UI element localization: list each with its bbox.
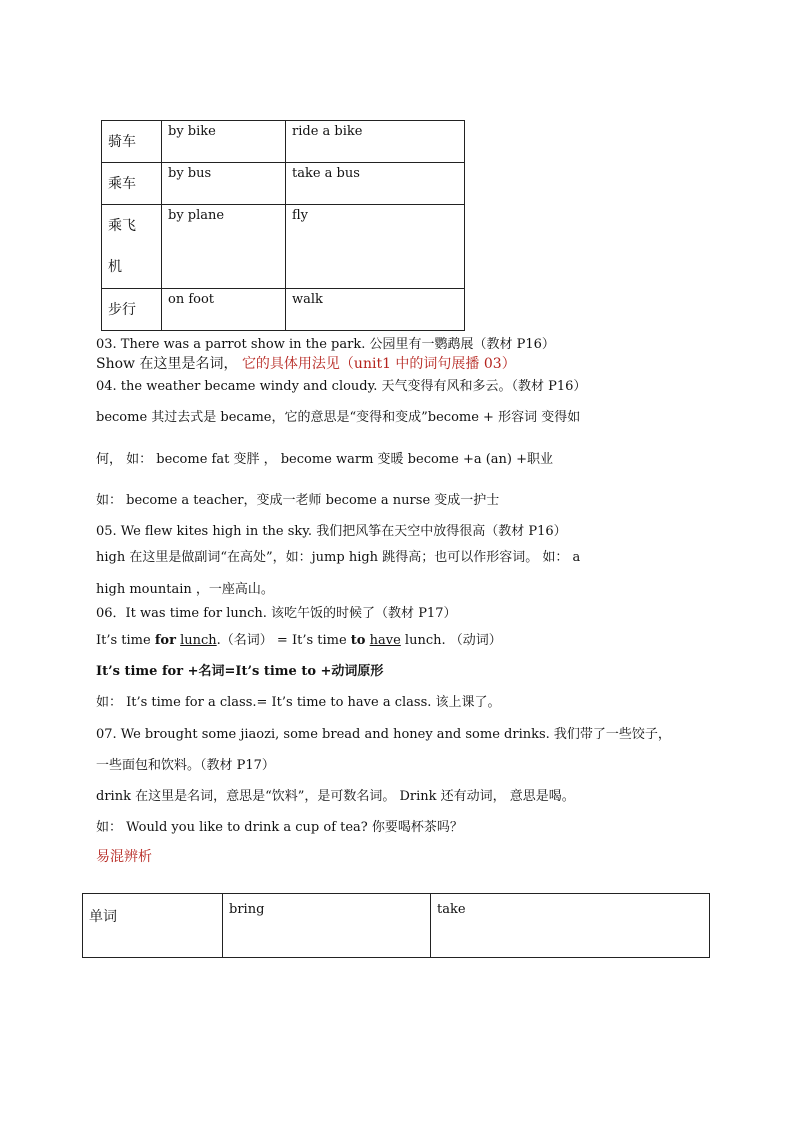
table-cell: by bike [162,121,286,163]
table-cell: walk [286,289,465,331]
table-cell [102,205,162,289]
note-05-line3: high mountain ，一座高山。 [96,582,274,597]
note-06-example: 如： It’s time for a class.= It’s time to have a class. 该上课了。 [96,695,501,710]
n06-text: It’s time [96,633,155,648]
table-cell: ride a bike [286,121,465,163]
cell-line: 机 [108,259,122,275]
note-03-show: Show 在这里是名词， [96,356,238,372]
note-06-line1: 06．It was time for lunch. 该吃午饭的时候了（教材 P17） [96,606,457,621]
note-07-line3: drink 在这里是名词，意思是“饮料”，是可数名词。 Drink 还有动词， 意思是喝。 [96,789,575,804]
note-07-example: 如： Would you like to drink a cup of tea? 你要喝杯茶吗？ [96,820,463,835]
note-07-line2: 一些面包和饮料。（教材 P17） [96,758,275,773]
table-cell: take a bus [286,163,465,205]
n06-for: for [154,633,176,648]
note-03-line1: 03. There was a parrot show in the park. 公园里有一鹦鹉展（教材 P16） [96,337,555,352]
transport-table [101,120,465,331]
note-03-line2 [96,353,516,373]
note-06-rule: It’s time for +名词=It’s time to +动词原形 [96,664,384,679]
table-cell: fly [286,205,465,289]
note-04-line4: 如： become a teacher，变成一老师 become a nurse 变成一护士 [96,493,500,508]
compare-label: 单词 [83,894,223,958]
table-cell: 步行 [102,289,162,331]
n06-text: .（名词） = It’s time [216,633,351,648]
note-03-reference: 它的具体用法见（unit1 中的词句展播 03） [241,356,516,372]
note-05-line2: high 在这里是做副词“在高处”，如：jump high 跳得高；也可以作形容词。 如： a [96,550,581,565]
section-title: 易混辨析 [96,849,152,865]
n06-text: lunch. （动词） [400,633,502,648]
note-06-line2 [96,629,502,648]
n06-lunch: lunch [180,633,217,648]
n06-have: have [369,633,401,648]
note-04-line1: 04. the weather became windy and cloudy. 天气变得有风和多云。（教材 P16） [96,379,587,394]
compare-table [82,893,710,958]
table-cell: 乘车 [102,163,162,205]
table-cell: 骑车 [102,121,162,163]
cell-line: 乘飞 [108,218,136,234]
n06-to: to [350,633,366,648]
note-07-line1: 07. We brought some jiaozi, some bread and honey and some drinks. 我们带了一些饺子， [96,727,671,742]
note-04-line2: become 其过去式是 became，它的意思是“变得和变成”become + 形容词 变得如 [96,410,581,425]
compare-take: take [431,894,710,958]
table-cell: by bus [162,163,286,205]
table-cell: on foot [162,289,286,331]
note-05-line1: 05. We flew kites high in the sky. 我们把风筝在天空中放得很高（教材 P16） [96,524,567,539]
note-04-line3: 何， 如： become fat 变胖 ， become warm 变暖 become +a (an) +职业 [96,452,554,467]
table-cell: by plane [162,205,286,289]
compare-bring: bring [223,894,431,958]
